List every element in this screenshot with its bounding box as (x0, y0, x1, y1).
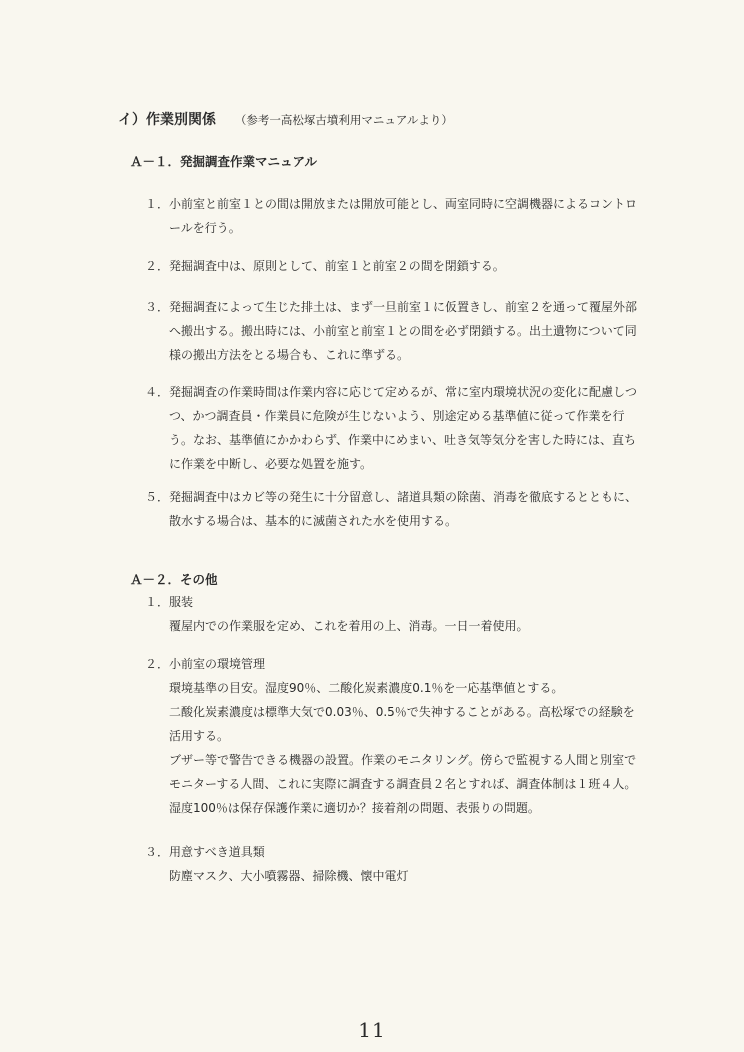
item-number: ２． (145, 259, 170, 273)
item-text: 発掘調査の作業時間は作業内容に応じて定めるが、常に室内環境状況の変化に配慮しつつ、かつ調査員・作業員に危険が生じないよう、別途定める基準値に従って作業を行う。なお、基準値にかかわらず、作業中にめまい、吐き気等気分を害した時には、直ちに作業を中断し、必要な処置を施す。 (169, 385, 638, 471)
item-text: 発掘調査によって生じた排土は、まず一旦前室１に仮置きし、前室２を通って覆屋外部へ搬出する。搬出時には、小前室と前室１との間を必ず閉鎖する。出土遺物について同様の搬出方法をとる場合も、これに準ずる。 (169, 300, 638, 362)
item-number: ２． (145, 657, 170, 671)
subsection-heading-a2: Ａ－２．その他 (130, 572, 218, 587)
a1-item-5 (145, 485, 645, 533)
item-line: 覆屋内での作業服を定め、これを着用の上、消毒。一日一着使用。 (169, 619, 529, 633)
section-note: （参考一高松塚古墳利用マニュアルより） (234, 113, 453, 127)
item-number: １． (145, 595, 170, 609)
item-text: 小前室と前室１との間は開放または開放可能とし、両室同時に空調機器によるコントロールを行う。 (169, 197, 638, 235)
subsection-heading-a1: Ａ－１．発掘調査作業マニュアル (130, 154, 318, 169)
item-heading: 用意すべき道具類 (169, 845, 265, 859)
item-text: 発掘調査中は、原則として、前室１と前室２の間を閉鎖する。 (169, 259, 505, 273)
a1-item-1 (145, 192, 645, 240)
item-line: 防塵マスク、大小噴霧器、掃除機、懐中電灯 (169, 869, 409, 883)
page-number: 11 (358, 1018, 386, 1042)
item-heading: 服装 (169, 595, 194, 609)
a1-item-2 (145, 254, 645, 278)
a1-item-4 (145, 380, 645, 476)
item-number: ３． (145, 300, 170, 314)
item-number: ３． (145, 845, 170, 859)
item-line: 二酸化炭素濃度は標準大気で0.03％、0.5％で失神することがある。高松塚での経験を活用する。 (169, 705, 635, 743)
item-heading: 小前室の環境管理 (169, 657, 266, 671)
item-number: ５． (145, 490, 170, 504)
item-line: 環境基準の目安。湿度90％、二酸化炭素濃度0.1％を一応基準値とする。 (169, 681, 564, 695)
item-number: ４． (145, 385, 170, 399)
a1-item-3 (145, 295, 645, 367)
item-number: １． (145, 197, 170, 211)
item-text: 発掘調査中はカビ等の発生に十分留意し、諸道具類の除菌、消毒を徹底するとともに、散水する場合は、基本的に滅菌された水を使用する。 (169, 490, 638, 528)
a2-item-2 (145, 652, 645, 820)
item-line: ブザー等で警告できる機器の設置。作業のモニタリング。傍らで監視する人間と別室でモニターする人間、これに実際に調査する調査員２名とすれば、調査体制は１班４人。 (169, 753, 637, 791)
a2-item-3 (145, 840, 645, 888)
section-title (118, 108, 453, 132)
item-line: 湿度100％は保存保護作業に適切か？接着剤の問題、表張りの問題。 (169, 801, 540, 815)
a2-item-1 (145, 590, 645, 638)
section-title-text: イ）作業別関係 (118, 112, 216, 128)
